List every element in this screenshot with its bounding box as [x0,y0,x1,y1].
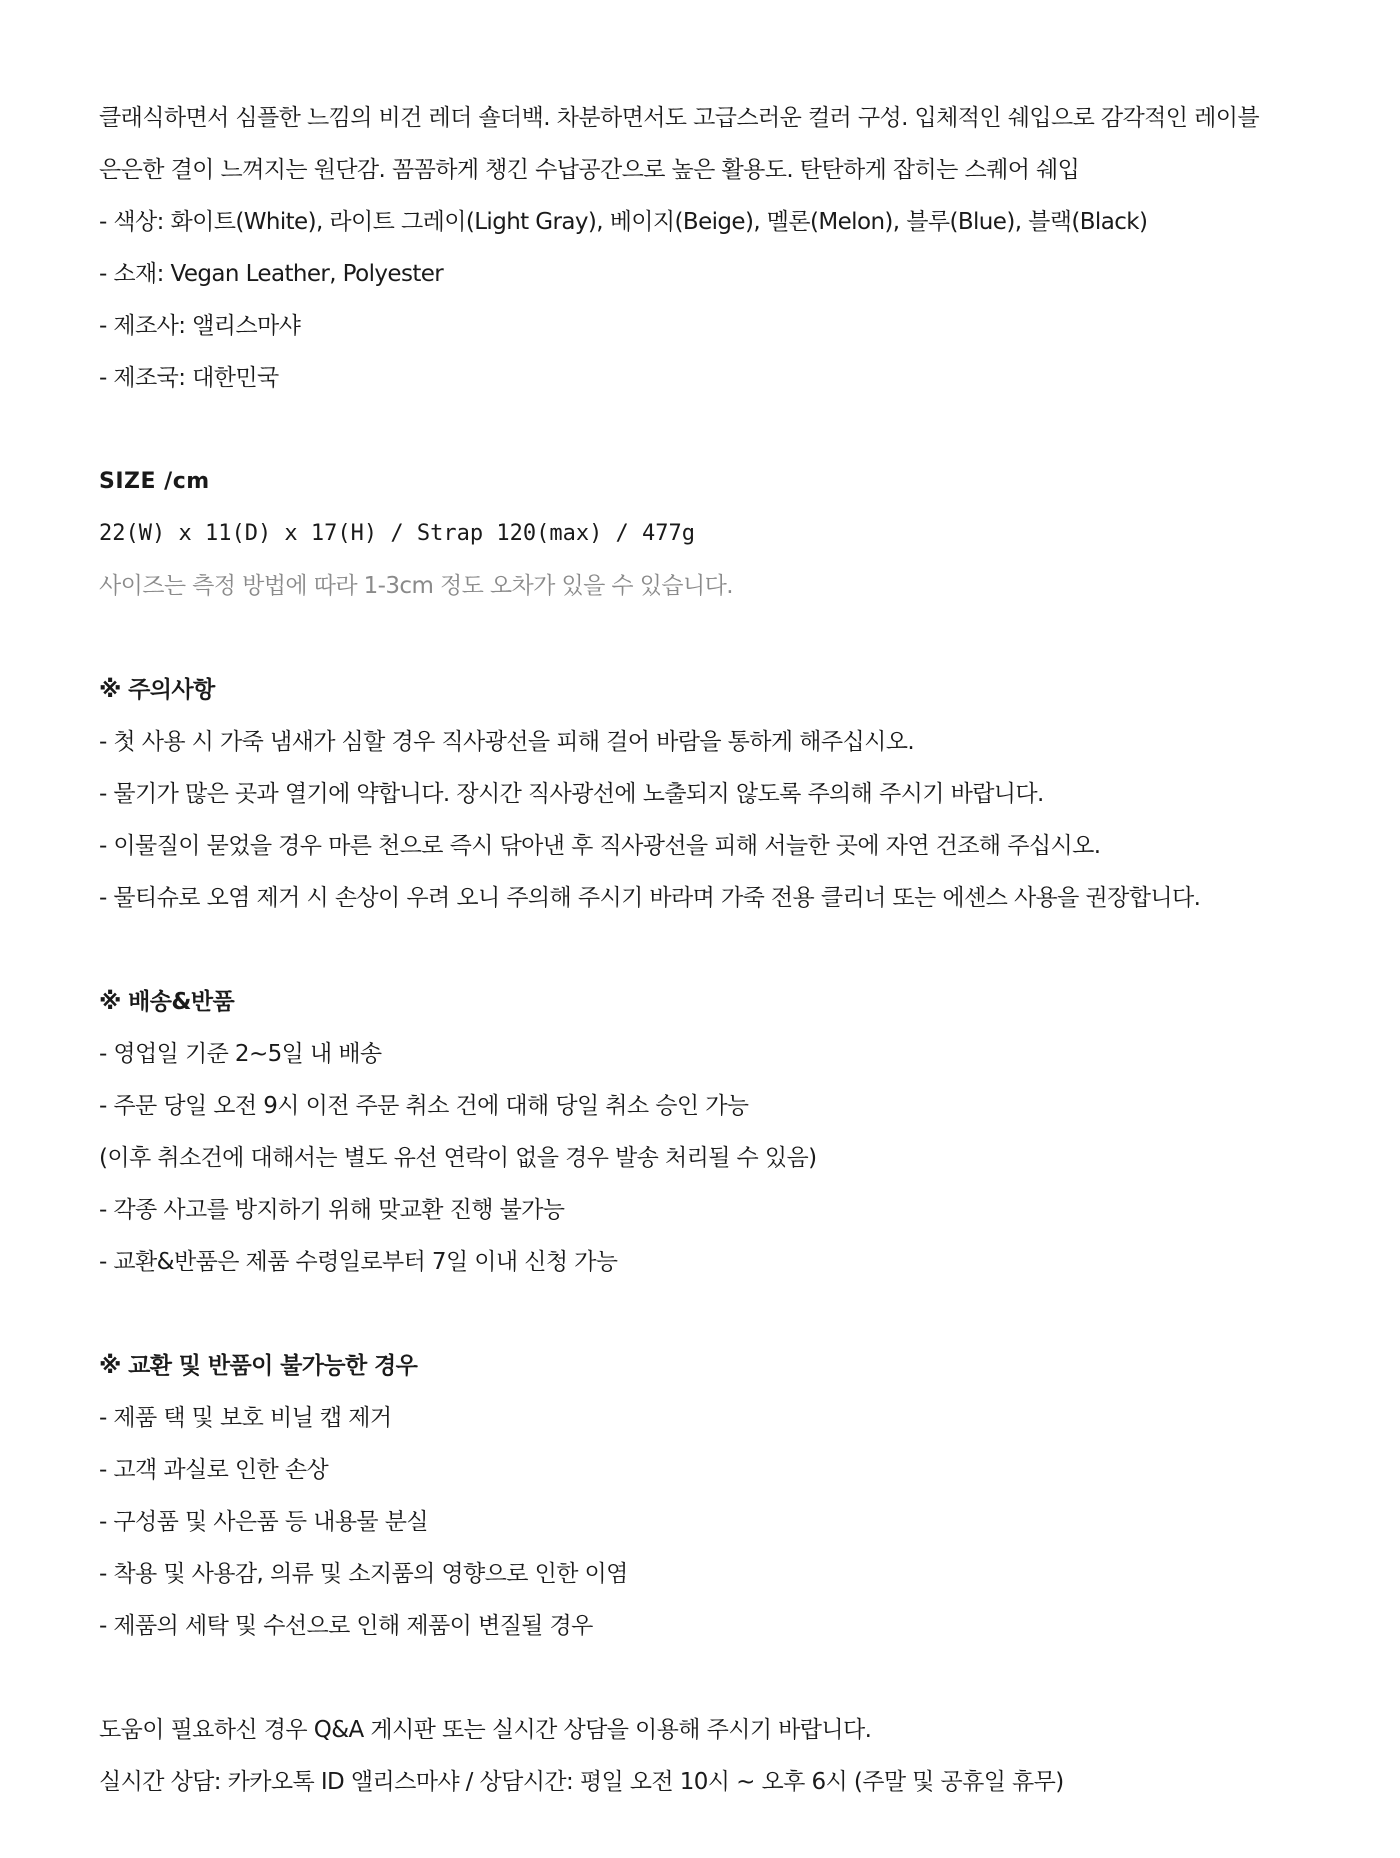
origin-spec: - 제조국: 대한민국 [99,365,279,391]
product-detail-content [99,92,1299,1808]
shipping-item: - 주문 당일 오전 9시 이전 주문 취소 건에 대해 당일 취소 승인 가능 [99,1093,749,1119]
shipping-item: (이후 취소건에 대해서는 별도 유선 연락이 없을 경우 발송 처리될 수 있음) [99,1145,817,1171]
caution-section [99,664,1299,924]
caution-item: - 이물질이 묻었을 경우 마른 천으로 즉시 닦아낸 후 직사광선을 피해 서늘한 곳에 자연 건조해 주십시오. [99,833,1101,859]
no-return-item: - 제품의 세탁 및 수선으로 인해 제품이 변질될 경우 [99,1613,593,1639]
description-line: 클래식하면서 심플한 느낌의 비건 레더 숄더백. 차분하면서도 고급스러운 컬러 구성. 입체적인 쉐입으로 감각적인 레이블 [99,105,1259,131]
description-line: 은은한 결이 느껴지는 원단감. 꼼꼼하게 챙긴 수납공간으로 높은 활용도. 탄탄하게 잡히는 스퀘어 쉐입 [99,157,1080,183]
color-spec: - 색상: 화이트(White), 라이트 그레이(Light Gray), 베이지(Beige), 멜론(Melon), 블루(Blue), 블랙(Black) [99,209,1148,235]
shipping-section [99,976,1299,1288]
size-dimensions: 22(W) x 11(D) x 17(H) / Strap 120(max) / 477g [99,521,696,546]
shipping-item: - 각종 사고를 방지하기 위해 맞교환 진행 불가능 [99,1197,565,1223]
no-return-section [99,1340,1299,1652]
no-return-item: - 제품 택 및 보호 비닐 캡 제거 [99,1405,392,1431]
caution-item: - 물티슈로 오염 제거 시 손상이 우려 오니 주의해 주시기 바라며 가죽 전용 클리너 또는 에센스 사용을 권장합니다. [99,885,1201,911]
spacer [99,404,1299,456]
size-title: SIZE /cm [99,469,210,494]
contact-help-text: 도움이 필요하신 경우 Q&A 게시판 또는 실시간 상담을 이용해 주시기 바랍니다. [99,1717,872,1743]
no-return-item: - 고객 과실로 인한 손상 [99,1457,329,1483]
spacer [99,612,1299,664]
shipping-item: - 영업일 기준 2~5일 내 배송 [99,1041,382,1067]
spacer [99,924,1299,976]
shipping-title: ※ 배송&반품 [99,989,235,1015]
caution-item: - 첫 사용 시 가죽 냄새가 심할 경우 직사광선을 피해 걸어 바람을 통하게 해주십시오. [99,729,915,755]
description-section [99,92,1299,404]
caution-title: ※ 주의사항 [99,677,215,703]
no-return-item: - 구성품 및 사은품 등 내용물 분실 [99,1509,428,1535]
size-section [99,456,1299,612]
spacer [99,1652,1299,1704]
material-spec: - 소재: Vegan Leather, Polyester [99,261,444,287]
manufacturer-spec: - 제조사: 앨리스마샤 [99,313,301,339]
caution-item: - 물기가 많은 곳과 열기에 약합니다. 장시간 직사광선에 노출되지 않도록 주의해 주시기 바랍니다. [99,781,1044,807]
contact-section [99,1704,1299,1808]
shipping-item: - 교환&반품은 제품 수령일로부터 7일 이내 신청 가능 [99,1249,618,1275]
no-return-title: ※ 교환 및 반품이 불가능한 경우 [99,1353,418,1379]
spacer [99,1288,1299,1340]
size-note: 사이즈는 측정 방법에 따라 1-3cm 정도 오차가 있을 수 있습니다. [99,573,733,599]
contact-hours-text: 실시간 상담: 카카오톡 ID 앨리스마샤 / 상담시간: 평일 오전 10시 ~ 오후 6시 (주말 및 공휴일 휴무) [99,1769,1064,1795]
no-return-item: - 착용 및 사용감, 의류 및 소지품의 영향으로 인한 이염 [99,1561,628,1587]
